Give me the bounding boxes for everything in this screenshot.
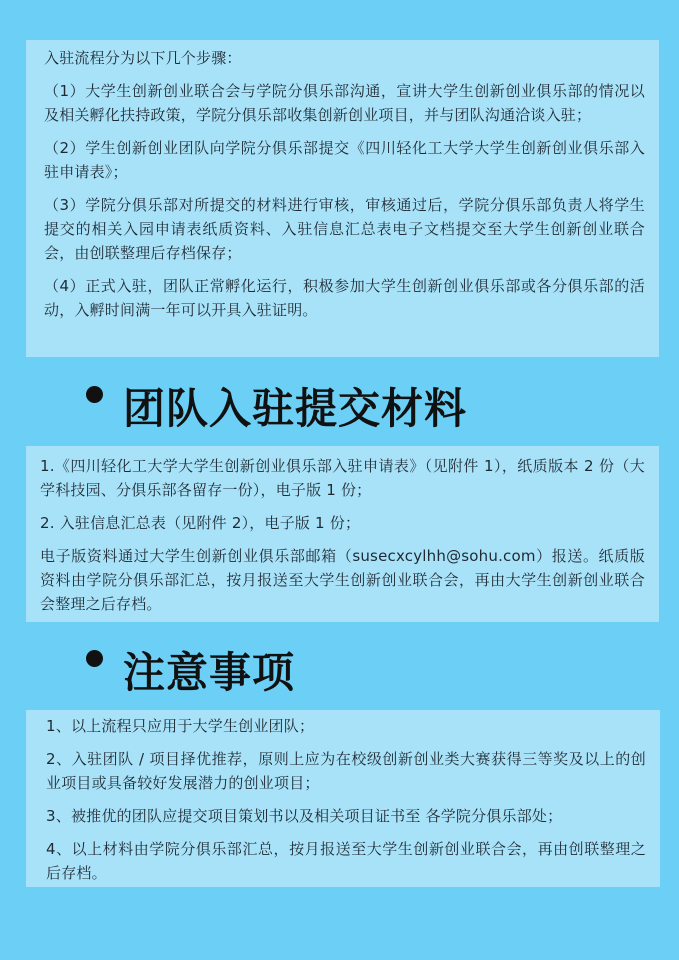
materials-panel (26, 446, 659, 622)
materials-item-1: 1.《四川轻化工大学大学生创新创业俱乐部入驻申请表》（见附件 1），纸质版本 2 份（大学科技园、分俱乐部各留存一份），电子版 1 份； (40, 457, 645, 499)
bullet-dot-icon (86, 650, 103, 667)
notes-heading-text: 注意事项 (123, 648, 296, 697)
process-step-4: （4）正式入驻，团队正常孵化运行，积极参加大学生创新创业俱乐部或各分俱乐部的活动，入孵时间满一年可以开具入驻证明。 (44, 277, 645, 319)
bullet-dot-icon (86, 386, 103, 403)
materials-heading-text: 团队入驻提交材料 (123, 384, 468, 433)
process-intro: 入驻流程分为以下几个步骤： (44, 49, 242, 67)
process-step-2: （2）学生创新创业团队向学院分俱乐部提交《四川轻化工大学大学生创新创业俱乐部入驻申请表》； (44, 139, 645, 181)
notes-item-1: 1、以上流程只应用于大学生创业团队； (46, 717, 315, 735)
materials-item-2: 2. 入驻信息汇总表（见附件 2），电子版 1 份； (40, 514, 361, 532)
process-step-3: （3）学院分俱乐部对所提交的材料进行审核，审核通过后，学院分俱乐部负责人将学生提交的相关入园申请表纸质资料、入驻信息汇总表电子文档提交至大学生创新创业联合会，由创联整理后存档保存； (44, 196, 645, 262)
materials-heading (86, 378, 467, 434)
process-steps-panel (26, 40, 659, 357)
notes-item-4: 4、以上材料由学院分俱乐部汇总，按月报送至大学生创新创业联合会，再由创联整理之后存档。 (46, 840, 646, 882)
notes-panel (26, 710, 660, 887)
notes-heading (86, 642, 295, 698)
notes-item-3: 3、被推优的团队应提交项目策划书以及相关项目证书至 各学院分俱乐部处； (46, 807, 563, 825)
process-step-1: （1）大学生创新创业联合会与学院分俱乐部沟通，宣讲大学生创新创业俱乐部的情况以及相关孵化扶持政策，学院分俱乐部收集创新创业项目，并与团队沟通洽谈入驻； (44, 82, 645, 124)
materials-submission-note: 电子版资料通过大学生创新创业俱乐部邮箱（susecxcylhh@sohu.com）报送。纸质版资料由学院分俱乐部汇总，按月报送至大学生创新创业联合会，再由大学生创新创业联合会整理之后存档。 (40, 547, 645, 613)
notes-item-2: 2、入驻团队 / 项目择优推荐，原则上应为在校级创新创业类大赛获得三等奖及以上的创业项目或具备较好发展潜力的创业项目； (46, 750, 646, 792)
